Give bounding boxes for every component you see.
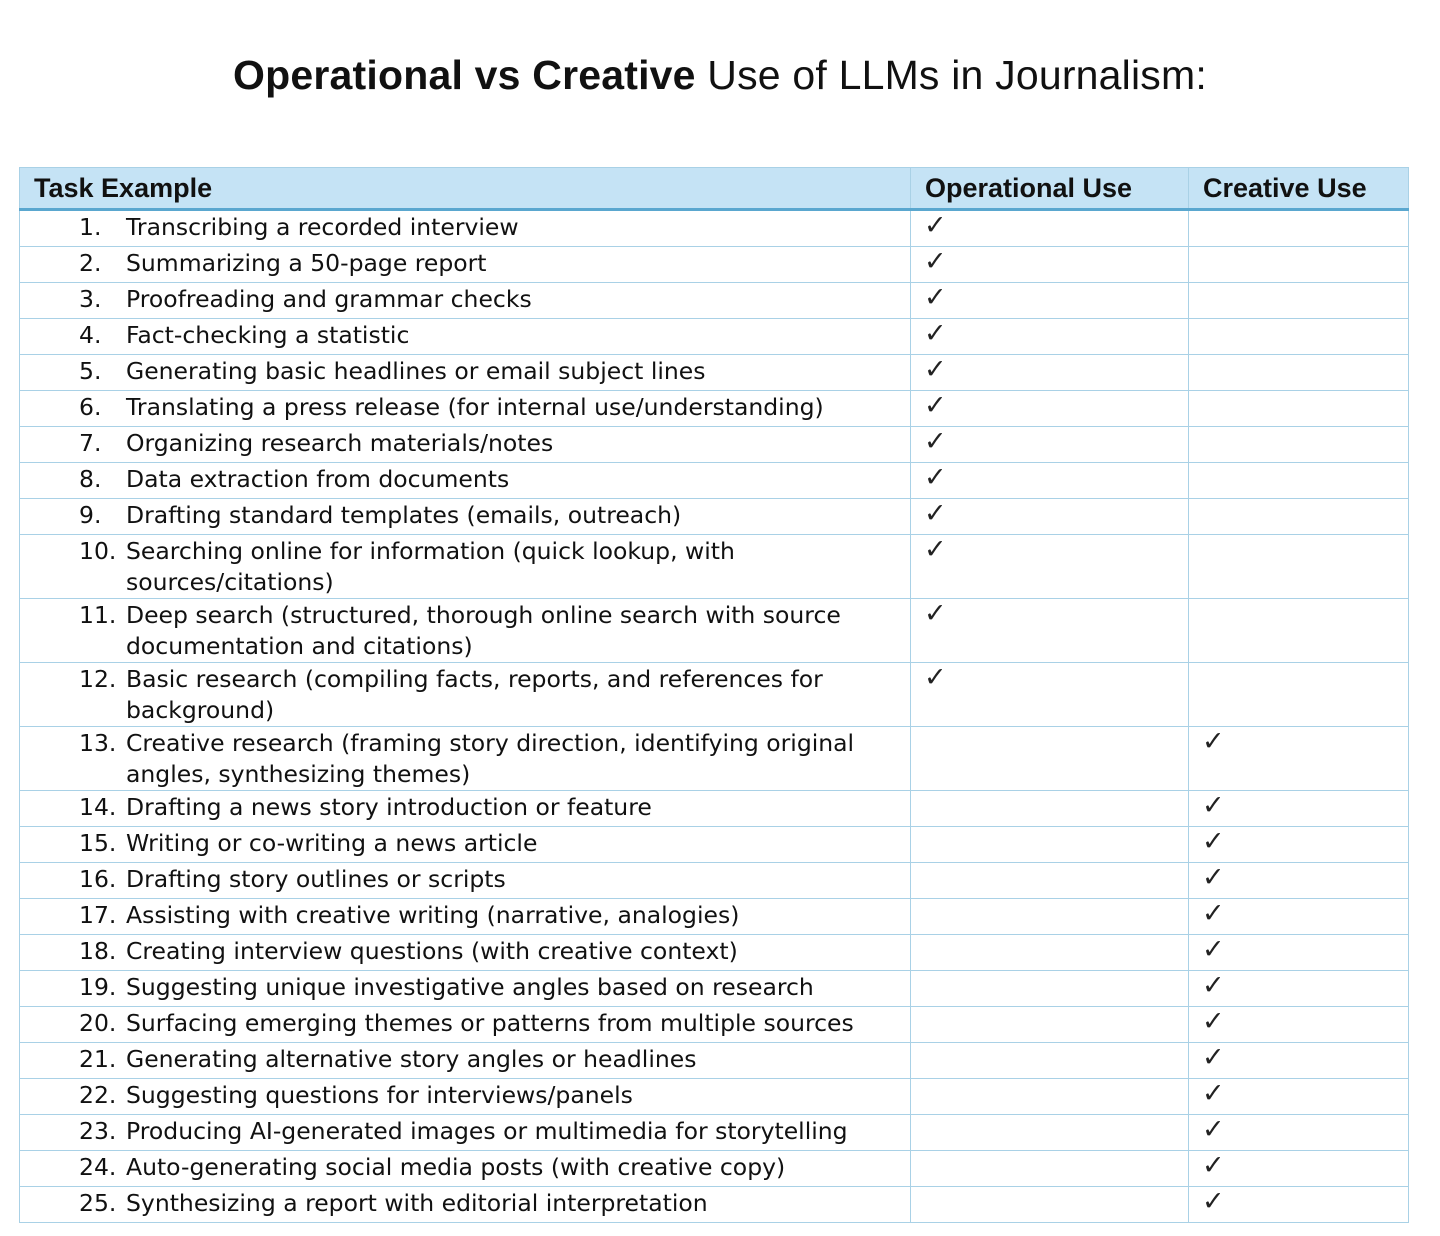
- task-cell: [20, 355, 911, 391]
- task-cell: [20, 499, 911, 535]
- creative-use-cell: [1189, 863, 1409, 899]
- table-row: [20, 535, 1409, 599]
- table-row: [20, 827, 1409, 863]
- task-cell: [20, 283, 911, 319]
- task-number: 18.: [79, 937, 117, 965]
- task-number: 23.: [79, 1117, 117, 1145]
- checkmark-icon: ✓: [1202, 826, 1225, 857]
- table-row: [20, 971, 1409, 1007]
- table-row: [20, 319, 1409, 355]
- task-number: 4.: [79, 321, 102, 349]
- task-description: Drafting standard templates (emails, outreach): [126, 501, 682, 529]
- operational-use-cell: [911, 827, 1189, 863]
- task-number: 10.: [79, 537, 117, 565]
- table-row: [20, 247, 1409, 283]
- operational-use-cell: [911, 727, 1189, 791]
- table-row: [20, 899, 1409, 935]
- operational-use-cell: [911, 1007, 1189, 1043]
- task-number: 17.: [79, 901, 117, 929]
- task-cell: [20, 535, 911, 599]
- task-cell: [20, 463, 911, 499]
- operational-use-cell: [911, 463, 1189, 499]
- task-cell: [20, 210, 911, 247]
- creative-use-cell: [1189, 1151, 1409, 1187]
- table-row: [20, 791, 1409, 827]
- task-number: 1.: [79, 213, 102, 241]
- table-row: [20, 1115, 1409, 1151]
- task-number: 7.: [79, 429, 102, 457]
- creative-use-cell: [1189, 391, 1409, 427]
- creative-use-cell: [1189, 319, 1409, 355]
- checkmark-icon: ✓: [924, 282, 947, 313]
- creative-use-cell: [1189, 935, 1409, 971]
- table-row: [20, 1187, 1409, 1223]
- task-description: Summarizing a 50-page report: [126, 249, 487, 277]
- operational-use-cell: [911, 863, 1189, 899]
- table-row: [20, 463, 1409, 499]
- task-description: Writing or co-writing a news article: [126, 829, 538, 857]
- operational-use-cell: [911, 1187, 1189, 1223]
- creative-use-cell: [1189, 727, 1409, 791]
- task-cell: [20, 1043, 911, 1079]
- task-description: Synthesizing a report with editorial interpretation: [126, 1189, 708, 1217]
- checkmark-icon: ✓: [1202, 1078, 1225, 1109]
- task-description: Assisting with creative writing (narrative, analogies): [126, 901, 740, 929]
- task-number: 24.: [79, 1153, 117, 1181]
- task-description: Generating basic headlines or email subject lines: [126, 357, 706, 385]
- table-row: [20, 863, 1409, 899]
- checkmark-icon: ✓: [1202, 790, 1225, 821]
- creative-use-cell: [1189, 1043, 1409, 1079]
- checkmark-icon: ✓: [1202, 726, 1225, 757]
- table-row: [20, 727, 1409, 791]
- checkmark-icon: ✓: [1202, 970, 1225, 1001]
- task-number: 6.: [79, 393, 102, 421]
- task-cell: [20, 791, 911, 827]
- task-cell: [20, 663, 911, 727]
- task-number: 20.: [79, 1009, 117, 1037]
- operational-use-cell: [911, 283, 1189, 319]
- checkmark-icon: ✓: [1202, 1186, 1225, 1217]
- table-row: [20, 355, 1409, 391]
- checkmark-icon: ✓: [924, 246, 947, 277]
- task-cell: [20, 1115, 911, 1151]
- task-description: Data extraction from documents: [126, 465, 510, 493]
- creative-use-cell: [1189, 827, 1409, 863]
- task-number: 25.: [79, 1189, 117, 1217]
- table-row: [20, 599, 1409, 663]
- task-description: Organizing research materials/notes: [126, 429, 554, 457]
- task-cell: [20, 319, 911, 355]
- operational-use-cell: [911, 935, 1189, 971]
- checkmark-icon: ✓: [1202, 1114, 1225, 1145]
- task-cell: [20, 1007, 911, 1043]
- checkmark-icon: ✓: [924, 354, 947, 385]
- task-description: Creating interview questions (with creative context): [126, 937, 738, 965]
- task-description: Surfacing emerging themes or patterns from multiple sources: [126, 1009, 854, 1037]
- operational-use-cell: [911, 1115, 1189, 1151]
- operational-use-cell: [911, 427, 1189, 463]
- task-description: Suggesting questions for interviews/panels: [126, 1081, 633, 1109]
- checkmark-icon: ✓: [924, 318, 947, 349]
- task-cell: [20, 247, 911, 283]
- page-title-bold: Operational vs Creative: [233, 52, 696, 99]
- checkmark-icon: ✓: [1202, 1006, 1225, 1037]
- task-number: 13.: [79, 729, 117, 757]
- task-number: 9.: [79, 501, 102, 529]
- task-cell: [20, 1079, 911, 1115]
- task-cell: [20, 599, 911, 663]
- table-row: [20, 283, 1409, 319]
- task-cell: [20, 1151, 911, 1187]
- task-description: Deep search (structured, thorough online search with source documentation and citations): [126, 601, 841, 660]
- table-header: [20, 168, 1409, 210]
- operational-use-cell: [911, 1043, 1189, 1079]
- task-number: 8.: [79, 465, 102, 493]
- creative-use-cell: [1189, 210, 1409, 247]
- table-row: [20, 1079, 1409, 1115]
- checkmark-icon: ✓: [1202, 1150, 1225, 1181]
- task-number: 12.: [79, 665, 117, 693]
- checkmark-icon: ✓: [924, 390, 947, 421]
- page-title-regular: Use of LLMs in Journalism:: [707, 52, 1207, 99]
- task-table: [19, 167, 1409, 1223]
- table-row: [20, 210, 1409, 247]
- checkmark-icon: ✓: [1202, 934, 1225, 965]
- task-description: Proofreading and grammar checks: [126, 285, 532, 313]
- header-task-example: Task Example: [20, 168, 911, 210]
- operational-use-cell: [911, 391, 1189, 427]
- creative-use-cell: [1189, 427, 1409, 463]
- creative-use-cell: [1189, 1115, 1409, 1151]
- task-description: Searching online for information (quick lookup, with sources/citations): [126, 537, 735, 596]
- operational-use-cell: [911, 899, 1189, 935]
- operational-use-cell: [911, 319, 1189, 355]
- creative-use-cell: [1189, 899, 1409, 935]
- task-number: 11.: [79, 601, 117, 629]
- creative-use-cell: [1189, 663, 1409, 727]
- table-row: [20, 499, 1409, 535]
- task-description: Producing AI-generated images or multimedia for storytelling: [126, 1117, 848, 1145]
- operational-use-cell: [911, 535, 1189, 599]
- creative-use-cell: [1189, 463, 1409, 499]
- task-description: Suggesting unique investigative angles based on research: [126, 973, 814, 1001]
- operational-use-cell: [911, 355, 1189, 391]
- task-description: Drafting story outlines or scripts: [126, 865, 506, 893]
- checkmark-icon: ✓: [1202, 1042, 1225, 1073]
- creative-use-cell: [1189, 1079, 1409, 1115]
- task-cell: [20, 863, 911, 899]
- task-number: 19.: [79, 973, 117, 1001]
- operational-use-cell: [911, 663, 1189, 727]
- task-number: 22.: [79, 1081, 117, 1109]
- operational-use-cell: [911, 499, 1189, 535]
- task-description: Generating alternative story angles or headlines: [126, 1045, 697, 1073]
- operational-use-cell: [911, 1079, 1189, 1115]
- table-row: [20, 1043, 1409, 1079]
- checkmark-icon: ✓: [924, 210, 947, 241]
- operational-use-cell: [911, 210, 1189, 247]
- table-row: [20, 427, 1409, 463]
- task-number: 5.: [79, 357, 102, 385]
- operational-use-cell: [911, 247, 1189, 283]
- table-row: [20, 663, 1409, 727]
- creative-use-cell: [1189, 971, 1409, 1007]
- creative-use-cell: [1189, 535, 1409, 599]
- creative-use-cell: [1189, 1007, 1409, 1043]
- operational-use-cell: [911, 971, 1189, 1007]
- task-number: 2.: [79, 249, 102, 277]
- operational-use-cell: [911, 791, 1189, 827]
- creative-use-cell: [1189, 247, 1409, 283]
- creative-use-cell: [1189, 499, 1409, 535]
- checkmark-icon: ✓: [1202, 898, 1225, 929]
- task-description: Fact-checking a statistic: [126, 321, 410, 349]
- table-row: [20, 935, 1409, 971]
- task-number: 16.: [79, 865, 117, 893]
- task-cell: [20, 935, 911, 971]
- task-cell: [20, 391, 911, 427]
- task-number: 3.: [79, 285, 102, 313]
- task-description: Creative research (framing story direction, identifying original angles, synthesizing themes): [126, 729, 855, 788]
- task-cell: [20, 427, 911, 463]
- task-number: 15.: [79, 829, 117, 857]
- table-row: [20, 1007, 1409, 1043]
- creative-use-cell: [1189, 283, 1409, 319]
- task-cell: [20, 727, 911, 791]
- checkmark-icon: ✓: [924, 598, 947, 629]
- task-number: 21.: [79, 1045, 117, 1073]
- creative-use-cell: [1189, 599, 1409, 663]
- table-row: [20, 391, 1409, 427]
- table-body: [20, 210, 1409, 1223]
- task-number: 14.: [79, 793, 117, 821]
- task-description: Drafting a news story introduction or feature: [126, 793, 652, 821]
- table-row: [20, 1151, 1409, 1187]
- checkmark-icon: ✓: [924, 498, 947, 529]
- task-description: Auto-generating social media posts (with creative copy): [126, 1153, 786, 1181]
- creative-use-cell: [1189, 791, 1409, 827]
- task-cell: [20, 827, 911, 863]
- task-description: Transcribing a recorded interview: [126, 213, 519, 241]
- operational-use-cell: [911, 599, 1189, 663]
- checkmark-icon: ✓: [924, 462, 947, 493]
- table-header-row: [20, 168, 1409, 210]
- page-title: [0, 49, 1440, 101]
- task-cell: [20, 971, 911, 1007]
- operational-use-cell: [911, 1151, 1189, 1187]
- header-creative-use: Creative Use: [1189, 168, 1409, 210]
- checkmark-icon: ✓: [924, 534, 947, 565]
- checkmark-icon: ✓: [1202, 862, 1225, 893]
- task-cell: [20, 1187, 911, 1223]
- checkmark-icon: ✓: [924, 662, 947, 693]
- task-description: Translating a press release (for internal use/understanding): [126, 393, 824, 421]
- task-description: Basic research (compiling facts, reports, and references for background): [126, 665, 823, 724]
- creative-use-cell: [1189, 355, 1409, 391]
- checkmark-icon: ✓: [924, 426, 947, 457]
- header-operational-use: Operational Use: [911, 168, 1189, 210]
- creative-use-cell: [1189, 1187, 1409, 1223]
- task-cell: [20, 899, 911, 935]
